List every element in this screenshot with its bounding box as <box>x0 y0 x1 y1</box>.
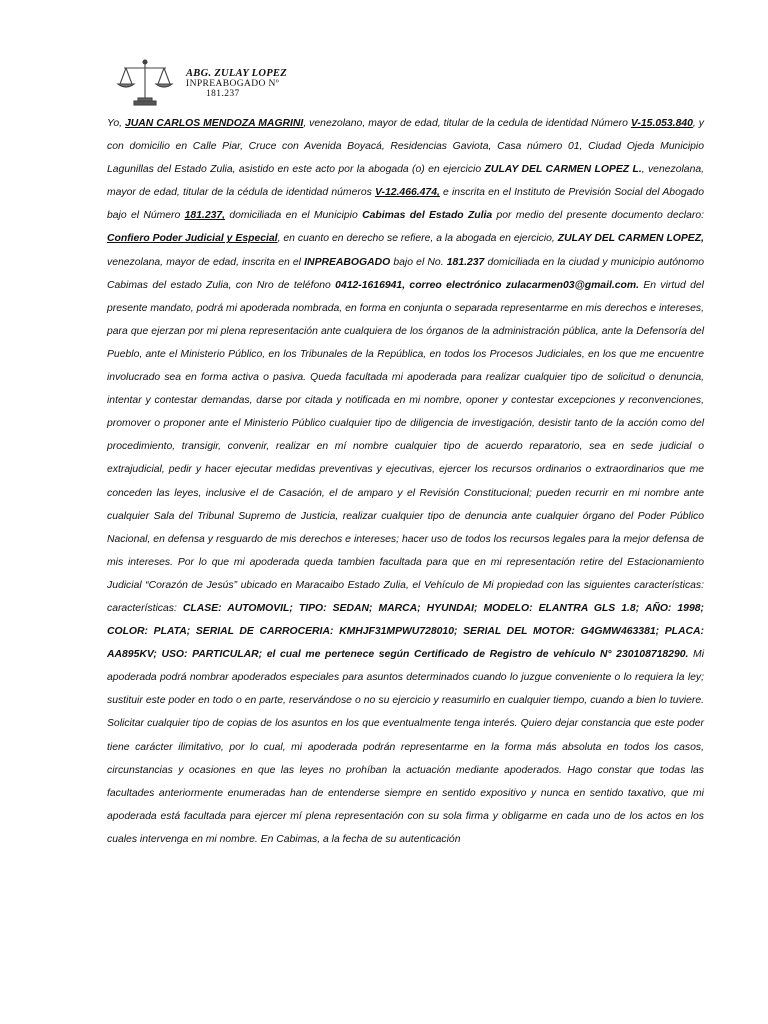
text-segment: Yo, <box>107 118 126 129</box>
text-segment: , venezolano, mayor de edad, titular de la cedula de identidad Número <box>303 118 631 129</box>
text-segment: venezolana, mayor de edad, inscrita en el <box>107 256 305 268</box>
text-segment: domiciliada en la ciudad y municipio autónomo Cabimas del estado Zulia, con Nro de teléfono <box>107 256 705 291</box>
power-type: Confiero Poder Judicial y Especial <box>107 233 278 245</box>
attorney-name-repeat: ZULAY DEL CARMEN LOPEZ, <box>557 233 704 245</box>
scales-of-justice-icon <box>114 58 176 108</box>
text-segment: , en cuanto en derecho se refiere, a la abogada en ejercicio, <box>277 233 558 245</box>
inpreabogado-label: INPREABOGADO Nº <box>186 79 280 89</box>
text-segment: , venezolana, mayor de edad, titular de la cédula de identidad números <box>107 164 705 199</box>
text-segment: domiciliada en el Municipio <box>225 210 363 222</box>
attorney-id-number: V-12.466.474, <box>374 187 440 199</box>
letterhead <box>114 58 414 108</box>
attorney-municipality: Cabimas del Estado Zulia <box>362 210 493 222</box>
lawyer-name: ABG. ZULAY LOPEZ <box>186 68 287 79</box>
power-of-attorney-text <box>107 112 704 851</box>
grantor-name: JUAN CARLOS MENDOZA MAGRINI <box>125 118 304 129</box>
text-segment: , y con domicilio en Calle Piar, Cruce con Avenida Boyacá, Residencias Gaviota, Casa número 01, Ciudad Ojeda Municipio Lagunillas del Estado Zulia, asistido en este acto por la abogada (o) en ejercicio <box>107 118 704 176</box>
inpreabogado-text: INPREABOGADO <box>304 256 391 268</box>
text-segment: por medio del presente documento declaro: <box>492 210 705 222</box>
attorney-registry-number: 181.237, <box>184 210 226 222</box>
text-segment: bajo el No. <box>390 256 447 268</box>
text-segment: e inscrita en el Instituto de Previsión Social del Abogado bajo el Número <box>107 187 704 222</box>
text-segment: Mi apoderada podrá nombrar apoderados especiales para asuntos determinados cuando lo juzgue conveniente o lo requiera la ley; sustituir este poder en todo o en parte, reservándose o no su ejercicio y reasumirlo en cualquier tiempo, cuando a bien lo tuviere. Solicitar cualquier tipo de copias de los asuntos en los que eventualmente tenga interés. Quiero dejar constancia que este poder tiene carácter ilimitativo, por lo cual, mi apoderada podrán representarme en la forma más absoluta en todos los casos, circunstancias y ocasiones en que las leyes no prohíban la actuación mediante apoderados. Hago constar que todas las facultades anteriormente enumeradas han de entenderse siempre en sentido expositivo y nunca en sentido taxativo, que mi apoderada está facultada para ejercer mí plena representación con su sola firma y obligarme en cada uno de los actos en los cuales intervenga en mi nombre. En Cabimas, a la fecha de su autenticación <box>107 649 705 845</box>
grantor-id-number: V-15.053.840 <box>630 118 693 129</box>
inpreabogado-number: 181.237 <box>206 89 240 99</box>
text-segment: En virtud del presente mandato, podrá mi apoderada nombrada, en forma en conjunta o separada representarme en mis derechos e intereses, para que ejerzan por mi plena representación ante cualquiera de los órganos de la administración pública, ante la Defensoría del Pueblo, ante el Ministerio Público, en los Tribunales de la República, en todos los Procesos Judiciales, en los que me encuentre involucrado sea en forma activa o pasiva. Queda facultada mi apoderada para realizar cualquier tipo de solicitud o denuncia, intentar y contestar demandas, darse por citada y notificada en mi nombre, oponer y contestar excepciones y reconvenciones, promover o proponer ante el Ministerio Público cualquier tipo de diligencia de investigación, desistir tanto de la acción como del procedimiento, transigir, convenir, realizar en mí nombre cualquier tipo de acuerdo reparatorio, sea en sede judicial o extrajudicial, pedir y hacer ejecutar medidas preventivas y ejecutivas, ejercer los recursos ordinarios o extraordinarios que me conceden las leyes, inclusive el de Casación, el de amparo y el Revisión Constitucional; pueden recurrir en mi nombre ante cualquier Sala del Tribunal Supremo de Justicia, realizar cualquier tipo de denuncia ante cualquier órgano del Poder Público Nacional, en defensa y resguardo de mis derechos e intereses; hacer uso de todos los recursos legales para la mejor defensa de mis intereses. Por lo que mi apoderada queda tambien facultada para que en mi representación retire del Estacionamiento Judicial “Corazón de Jesús” ubicado en Maracaibo Estado Zulia, el Vehículo de Mi propiedad con las siguientes características: características: <box>107 279 704 614</box>
vehicle-details: CLASE: AUTOMOVIL; TIPO: SEDAN; MARCA; HYUNDAI; MODELO: ELANTRA GLS 1.8; AÑO: 1998; COLOR: PLATA; SERIAL DE CARROCERIA: KMHJF31MPWU728010; SERIAL DEL MOTOR: G4GMW463381; PLACA: AA895KV; USO: PARTICULAR; el cual me pertenece según Certificado de Registro de vehículo N° 230108718290. <box>107 602 704 661</box>
inpreabogado-number-text: 181.237 <box>446 256 485 268</box>
attorney-contact: 0412-1616941, correo electrónico zulacarmen03@gmail.com. <box>335 279 639 291</box>
attorney-name: ZULAY DEL CARMEN LOPEZ L. <box>484 164 642 176</box>
